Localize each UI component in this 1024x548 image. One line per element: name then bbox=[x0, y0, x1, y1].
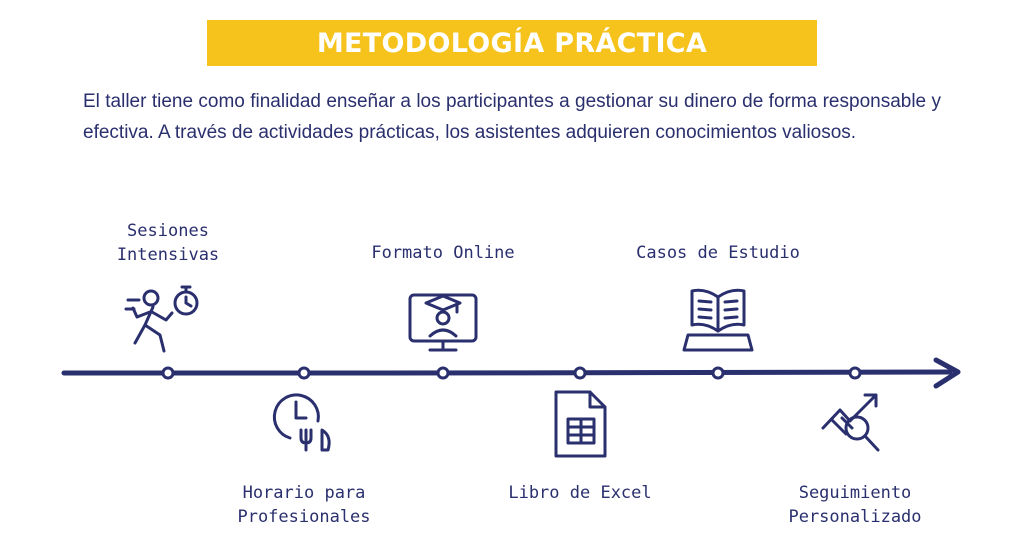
clock-fork-knife-icon bbox=[274, 395, 329, 450]
timeline-node-4 bbox=[575, 368, 585, 378]
label-horario-profesionales: Horario para Profesionales bbox=[237, 483, 371, 527]
timeline-line bbox=[64, 372, 950, 373]
timeline-node-6 bbox=[850, 368, 860, 378]
open-book-laptop-icon bbox=[684, 290, 752, 350]
timeline-node-1 bbox=[163, 368, 173, 378]
timeline-node-2 bbox=[299, 368, 309, 378]
spreadsheet-file-icon bbox=[556, 392, 605, 456]
label-formato-online: Formato Online bbox=[371, 243, 515, 263]
label-libro-excel: Libro de Excel bbox=[508, 483, 652, 503]
label-casos-estudio: Casos de Estudio bbox=[636, 243, 800, 263]
label-sesiones-intensivas: Sesiones Intensivas bbox=[116, 221, 220, 265]
label-seguimiento-personalizado: Seguimiento Personalizado bbox=[788, 483, 922, 527]
timeline-node-5 bbox=[713, 368, 723, 378]
intro-paragraph: El taller tiene como finalidad enseñar a los participantes a gestionar su dinero de forma responsable y efectiva. A través de actividades prácticas, los asistentes adquieren conocimientos valiosos. bbox=[83, 91, 941, 143]
timeline-node-3 bbox=[438, 368, 448, 378]
monitor-graduate-icon bbox=[410, 295, 476, 350]
chart-magnifier-icon bbox=[823, 395, 878, 450]
running-stopwatch-icon bbox=[126, 287, 197, 351]
page-title: METODOLOGÍA PRÁCTICA bbox=[316, 27, 708, 59]
